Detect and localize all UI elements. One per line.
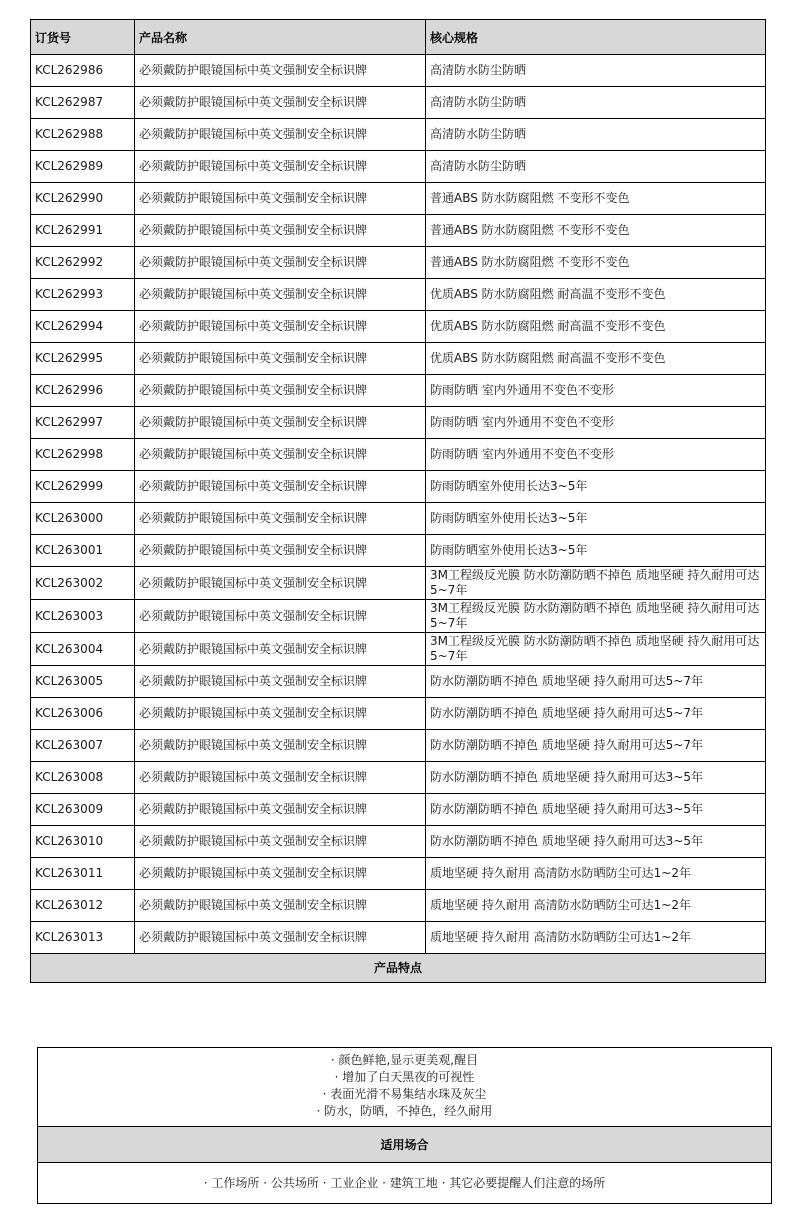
spec-cell: 防雨防晒室外使用长达3~5年 [426,503,766,535]
product-name-cell: 必须戴防护眼镜国标中英文强制安全标识牌 [135,343,426,375]
order-no-cell: KCL263000 [31,503,135,535]
table-row [31,215,766,247]
order-no-cell: KCL263001 [31,535,135,567]
product-name-cell: 必须戴防护眼镜国标中英文强制安全标识牌 [135,375,426,407]
spec-cell: 防雨防晒室外使用长达3~5年 [426,471,766,503]
spec-cell: 普通ABS 防水防腐阻燃 不变形不变色 [426,247,766,279]
product-name-cell: 必须戴防护眼镜国标中英文强制安全标识牌 [135,471,426,503]
product-name-cell: 必须戴防护眼镜国标中英文强制安全标识牌 [135,600,426,633]
table-row [31,858,766,890]
table-row [31,247,766,279]
order-no-cell: KCL262989 [31,151,135,183]
product-name-cell: 必须戴防护眼镜国标中英文强制安全标识牌 [135,503,426,535]
product-name-cell: 必须戴防护眼镜国标中英文强制安全标识牌 [135,698,426,730]
order-no-cell: KCL263006 [31,698,135,730]
spec-cell: 优质ABS 防水防腐阻燃 耐高温不变形不变色 [426,279,766,311]
product-name-cell: 必须戴防护眼镜国标中英文强制安全标识牌 [135,407,426,439]
spec-cell: 质地坚硬 持久耐用 高清防水防晒防尘可达1~2年 [426,858,766,890]
product-name-cell: 必须戴防护眼镜国标中英文强制安全标识牌 [135,247,426,279]
table-row [31,183,766,215]
order-no-cell: KCL262999 [31,471,135,503]
spec-cell: 普通ABS 防水防腐阻燃 不变形不变色 [426,215,766,247]
product-name-cell: 必须戴防护眼镜国标中英文强制安全标识牌 [135,215,426,247]
product-name-cell: 必须戴防护眼镜国标中英文强制安全标识牌 [135,535,426,567]
table-row [31,762,766,794]
spec-cell: 3M工程级反光膜 防水防潮防晒不掉色 质地坚硬 持久耐用可达5~7年 [426,600,766,633]
product-name-cell: 必须戴防护眼镜国标中英文强制安全标识牌 [135,119,426,151]
product-name-cell: 必须戴防护眼镜国标中英文强制安全标识牌 [135,439,426,471]
spec-cell: 高清防水防尘防晒 [426,55,766,87]
features-list [38,1048,771,1126]
product-name-cell: 必须戴防护眼镜国标中英文强制安全标识牌 [135,826,426,858]
spec-cell: 防雨防晒 室内外通用不变色不变形 [426,439,766,471]
order-no-cell: KCL263009 [31,794,135,826]
spec-cell: 高清防水防尘防晒 [426,119,766,151]
product-name-cell: 必须戴防护眼镜国标中英文强制安全标识牌 [135,922,426,954]
product-name-cell: 必须戴防护眼镜国标中英文强制安全标识牌 [135,858,426,890]
features-banner-row [31,954,766,983]
order-no-cell: KCL262991 [31,215,135,247]
product-name-cell: 必须戴防护眼镜国标中英文强制安全标识牌 [135,794,426,826]
spec-cell: 优质ABS 防水防腐阻燃 耐高温不变形不变色 [426,311,766,343]
spec-cell: 3M工程级反光膜 防水防潮防晒不掉色 质地坚硬 持久耐用可达5~7年 [426,633,766,666]
table-row [31,55,766,87]
order-no-cell: KCL263012 [31,890,135,922]
feature-item: · 增加了白天黑夜的可视性 [334,1070,475,1084]
order-no-cell: KCL263008 [31,762,135,794]
spec-cell: 普通ABS 防水防腐阻燃 不变形不变色 [426,183,766,215]
table-row [31,439,766,471]
table-row [31,794,766,826]
table-row [31,87,766,119]
table-row [31,311,766,343]
product-table [30,19,766,983]
table-row [31,343,766,375]
table-row [31,503,766,535]
order-no-cell: KCL262987 [31,87,135,119]
spec-cell: 质地坚硬 持久耐用 高清防水防晒防尘可达1~2年 [426,922,766,954]
spec-cell: 优质ABS 防水防腐阻燃 耐高温不变形不变色 [426,343,766,375]
order-no-cell: KCL263003 [31,600,135,633]
product-name-cell: 必须戴防护眼镜国标中英文强制安全标识牌 [135,762,426,794]
spec-cell: 高清防水防尘防晒 [426,87,766,119]
order-no-cell: KCL263011 [31,858,135,890]
table-row [31,407,766,439]
table-row [31,567,766,600]
spec-cell: 防雨防晒 室内外通用不变色不变形 [426,375,766,407]
spec-cell: 防雨防晒 室内外通用不变色不变形 [426,407,766,439]
product-name-cell: 必须戴防护眼镜国标中英文强制安全标识牌 [135,279,426,311]
table-row [31,600,766,633]
spec-cell: 防水防潮防晒不掉色 质地坚硬 持久耐用可达3~5年 [426,826,766,858]
spec-cell: 高清防水防尘防晒 [426,151,766,183]
order-no-cell: KCL262986 [31,55,135,87]
header-product-name: 产品名称 [135,20,426,55]
order-no-cell: KCL262992 [31,247,135,279]
order-no-cell: KCL262998 [31,439,135,471]
table-row [31,826,766,858]
spec-cell: 防雨防晒室外使用长达3~5年 [426,535,766,567]
product-name-cell: 必须戴防护眼镜国标中英文强制安全标识牌 [135,311,426,343]
order-no-cell: KCL263007 [31,730,135,762]
product-name-cell: 必须戴防护眼镜国标中英文强制安全标识牌 [135,151,426,183]
spec-cell: 防水防潮防晒不掉色 质地坚硬 持久耐用可达5~7年 [426,698,766,730]
order-no-cell: KCL263005 [31,666,135,698]
table-row [31,279,766,311]
order-no-cell: KCL262997 [31,407,135,439]
table-row [31,375,766,407]
order-no-cell: KCL262995 [31,343,135,375]
product-name-cell: 必须戴防护眼镜国标中英文强制安全标识牌 [135,55,426,87]
spec-cell: 防水防潮防晒不掉色 质地坚硬 持久耐用可达3~5年 [426,762,766,794]
order-no-cell: KCL262990 [31,183,135,215]
table-row [31,471,766,503]
table-row [31,535,766,567]
spec-cell: 3M工程级反光膜 防水防潮防晒不掉色 质地坚硬 持久耐用可达5~7年 [426,567,766,600]
product-name-cell: 必须戴防护眼镜国标中英文强制安全标识牌 [135,633,426,666]
table-row [31,730,766,762]
order-no-cell: KCL262996 [31,375,135,407]
spec-cell: 防水防潮防晒不掉色 质地坚硬 持久耐用可达3~5年 [426,794,766,826]
feature-item: · 颜色鲜艳,显示更美观,醒目 [330,1053,479,1067]
header-core-spec: 核心规格 [426,20,766,55]
header-row [31,20,766,55]
features-banner-title: 产品特点 [31,954,766,983]
order-no-cell: KCL262988 [31,119,135,151]
features-occasions-box [37,1047,772,1204]
product-name-cell: 必须戴防护眼镜国标中英文强制安全标识牌 [135,890,426,922]
order-no-cell: KCL263002 [31,567,135,600]
header-order-no: 订货号 [31,20,135,55]
product-name-cell: 必须戴防护眼镜国标中英文强制安全标识牌 [135,183,426,215]
feature-item: · 防水，防晒，不掉色，经久耐用 [316,1104,493,1118]
product-table-footer [31,954,766,983]
product-name-cell: 必须戴防护眼镜国标中英文强制安全标识牌 [135,87,426,119]
feature-item: · 表面光滑不易集结水珠及灰尘 [322,1087,487,1101]
table-row [31,633,766,666]
product-table-body [31,55,766,954]
spec-cell: 质地坚硬 持久耐用 高清防水防晒防尘可达1~2年 [426,890,766,922]
table-row [31,890,766,922]
table-row [31,922,766,954]
occasions-banner-title: 适用场合 [38,1126,771,1163]
order-no-cell: KCL263010 [31,826,135,858]
product-table-header [31,20,766,55]
product-name-cell: 必须戴防护眼镜国标中英文强制安全标识牌 [135,567,426,600]
order-no-cell: KCL263013 [31,922,135,954]
order-no-cell: KCL263004 [31,633,135,666]
table-row [31,698,766,730]
product-name-cell: 必须戴防护眼镜国标中英文强制安全标识牌 [135,666,426,698]
table-row [31,119,766,151]
table-row [31,151,766,183]
table-row [31,666,766,698]
order-no-cell: KCL262994 [31,311,135,343]
spec-cell: 防水防潮防晒不掉色 质地坚硬 持久耐用可达5~7年 [426,730,766,762]
order-no-cell: KCL262993 [31,279,135,311]
occasions-text: · 工作场所 · 公共场所 · 工业企业 · 建筑工地 · 其它必要提醒人们注意的场所 [203,1176,606,1190]
product-name-cell: 必须戴防护眼镜国标中英文强制安全标识牌 [135,730,426,762]
spec-cell: 防水防潮防晒不掉色 质地坚硬 持久耐用可达5~7年 [426,666,766,698]
